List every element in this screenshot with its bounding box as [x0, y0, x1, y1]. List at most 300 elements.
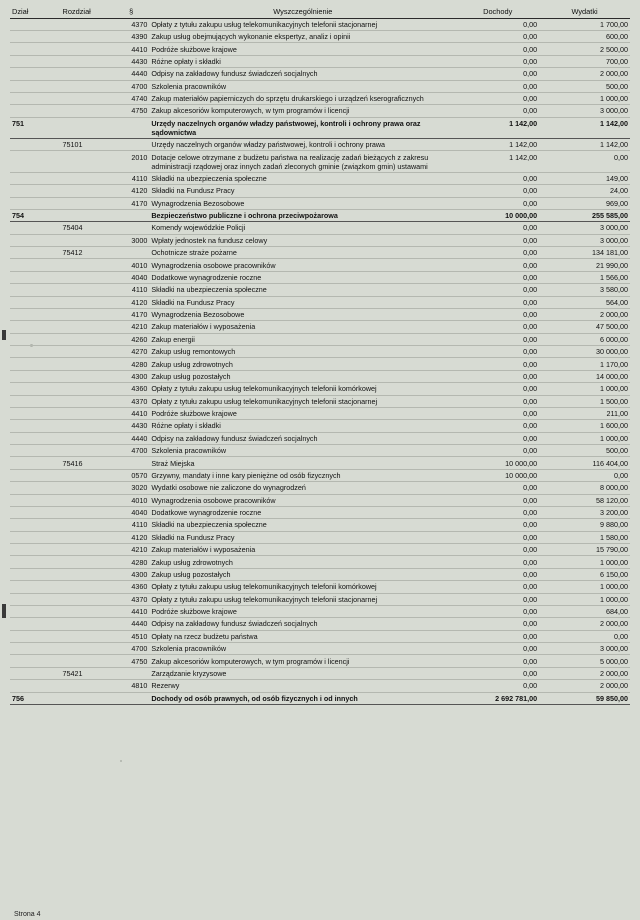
- cell-paragraf: 4280: [111, 358, 149, 370]
- cell-dochody: 0,00: [456, 420, 539, 432]
- cell-paragraf: 3000: [111, 234, 149, 246]
- cell-paragraf: [111, 222, 149, 234]
- cell-dzial: [10, 284, 60, 296]
- cell-rozdzial: [60, 494, 110, 506]
- cell-dzial: [10, 68, 60, 80]
- cell-paragraf: 4510: [111, 630, 149, 642]
- cell-rozdzial: [60, 321, 110, 333]
- table-row: [10, 680, 630, 692]
- table-row: [10, 18, 630, 30]
- cell-wydatki: 1 566,00: [539, 271, 630, 283]
- cell-dochody: 0,00: [456, 506, 539, 518]
- cell-dzial: [10, 630, 60, 642]
- table-row: [10, 308, 630, 320]
- cell-nazwa: Odpisy na zakładowy fundusz świadczeń socjalnych: [149, 618, 456, 630]
- cell-wydatki: 3 580,00: [539, 284, 630, 296]
- cell-dzial: [10, 271, 60, 283]
- cell-paragraf: 4430: [111, 55, 149, 67]
- cell-nazwa: Wynagrodzenia Bezosobowe: [149, 197, 456, 209]
- cell-dochody: 0,00: [456, 197, 539, 209]
- cell-dochody: 0,00: [456, 482, 539, 494]
- cell-wydatki: 3 000,00: [539, 234, 630, 246]
- cell-dochody: 0,00: [456, 296, 539, 308]
- cell-rozdzial: [60, 151, 110, 172]
- cell-wydatki: 1 700,00: [539, 18, 630, 30]
- cell-nazwa: Dotacje celowe otrzymane z budżetu państwa na realizację zadań bieżących z zakresu administracji rządowej oraz innych zadań zleconych gminie (związkom gmin) ustawami: [149, 151, 456, 172]
- cell-nazwa: Zakup akcesoriów komputerowych, w tym programów i licencji: [149, 105, 456, 117]
- table-row: [10, 395, 630, 407]
- cell-paragraf: 4440: [111, 68, 149, 80]
- cell-paragraf: 4210: [111, 544, 149, 556]
- cell-dochody: 0,00: [456, 618, 539, 630]
- table-row: [10, 247, 630, 259]
- cell-rozdzial: [60, 296, 110, 308]
- cell-paragraf: 4260: [111, 333, 149, 345]
- cell-dzial: [10, 197, 60, 209]
- cell-dzial: [10, 151, 60, 172]
- table-row: [10, 655, 630, 667]
- cell-rozdzial: [60, 68, 110, 80]
- cell-rozdzial: [60, 209, 110, 221]
- cell-nazwa: Opłaty z tytułu zakupu usług telekomunikacyjnych telefonii stacjonarnej: [149, 395, 456, 407]
- cell-nazwa: Składki na Fundusz Pracy: [149, 185, 456, 197]
- cell-paragraf: [111, 667, 149, 679]
- cell-wydatki: 1 600,00: [539, 420, 630, 432]
- cell-rozdzial: [60, 18, 110, 30]
- cell-nazwa: Opłaty z tytułu zakupu usług telekomunikacyjnych telefonii stacjonarnej: [149, 18, 456, 30]
- cell-dzial: 756: [10, 692, 60, 704]
- cell-paragraf: 4370: [111, 18, 149, 30]
- cell-dzial: [10, 43, 60, 55]
- cell-paragraf: 4120: [111, 531, 149, 543]
- cell-nazwa: Szkolenia pracowników: [149, 643, 456, 655]
- cell-dochody: 0,00: [456, 519, 539, 531]
- cell-wydatki: 500,00: [539, 80, 630, 92]
- cell-nazwa: Urzędy naczelnych organów władzy państwowej, kontroli i ochrony prawa: [149, 139, 456, 151]
- cell-wydatki: 30 000,00: [539, 346, 630, 358]
- table-row: [10, 55, 630, 67]
- cell-dochody: 0,00: [456, 568, 539, 580]
- cell-nazwa: Wynagrodzenia osobowe pracowników: [149, 259, 456, 271]
- cell-paragraf: 4120: [111, 185, 149, 197]
- column-header-wydatki: Wydatki: [571, 7, 598, 17]
- table-row: [10, 234, 630, 246]
- cell-dochody: 0,00: [456, 284, 539, 296]
- cell-dzial: [10, 556, 60, 568]
- cell-rozdzial: [60, 31, 110, 43]
- page-footer: Strona 4: [14, 911, 41, 918]
- table-row: [10, 457, 630, 469]
- cell-dochody: 0,00: [456, 432, 539, 444]
- scan-speck: [120, 760, 122, 762]
- cell-nazwa: Dodatkowe wynagrodzenie roczne: [149, 506, 456, 518]
- cell-dochody: 0,00: [456, 370, 539, 382]
- cell-paragraf: [111, 247, 149, 259]
- cell-dochody: 0,00: [456, 333, 539, 345]
- table-row: [10, 605, 630, 617]
- cell-wydatki: 3 000,00: [539, 643, 630, 655]
- cell-paragraf: 4430: [111, 420, 149, 432]
- cell-dochody: 0,00: [456, 43, 539, 55]
- cell-rozdzial: [60, 680, 110, 692]
- cell-dochody: 0,00: [456, 18, 539, 30]
- cell-paragraf: 4440: [111, 618, 149, 630]
- cell-paragraf: 4170: [111, 308, 149, 320]
- table-row: [10, 333, 630, 345]
- cell-wydatki: 1 000,00: [539, 593, 630, 605]
- cell-dzial: [10, 667, 60, 679]
- cell-nazwa: Szkolenia pracowników: [149, 445, 456, 457]
- cell-rozdzial: 75404: [60, 222, 110, 234]
- cell-dochody: 1 142,00: [456, 151, 539, 172]
- cell-nazwa: Opłaty z tytułu zakupu usług telekomunikacyjnych telefonii komórkowej: [149, 383, 456, 395]
- table-row: [10, 618, 630, 630]
- cell-rozdzial: [60, 358, 110, 370]
- cell-nazwa: Zakup akcesoriów komputerowych, w tym programów i licencji: [149, 655, 456, 667]
- cell-paragraf: 2010: [111, 151, 149, 172]
- table-row: [10, 519, 630, 531]
- page-edge-mark: [2, 330, 6, 340]
- cell-rozdzial: [60, 445, 110, 457]
- cell-paragraf: 4010: [111, 259, 149, 271]
- cell-nazwa: Bezpieczeństwo publiczne i ochrona przeciwpożarowa: [149, 209, 456, 221]
- cell-paragraf: 4410: [111, 407, 149, 419]
- cell-wydatki: 21 990,00: [539, 259, 630, 271]
- table-row: [10, 151, 630, 172]
- table-row: [10, 43, 630, 55]
- page-edge-mark: [2, 604, 6, 618]
- cell-paragraf: [111, 139, 149, 151]
- table-row: [10, 630, 630, 642]
- cell-rozdzial: [60, 185, 110, 197]
- cell-rozdzial: [60, 482, 110, 494]
- cell-dochody: 0,00: [456, 358, 539, 370]
- cell-wydatki: 3 000,00: [539, 222, 630, 234]
- cell-dochody: 0,00: [456, 556, 539, 568]
- cell-dzial: [10, 105, 60, 117]
- cell-wydatki: 211,00: [539, 407, 630, 419]
- cell-paragraf: 4120: [111, 296, 149, 308]
- cell-nazwa: Wynagrodzenia osobowe pracowników: [149, 494, 456, 506]
- cell-dochody: 0,00: [456, 259, 539, 271]
- cell-dochody: 10 000,00: [456, 457, 539, 469]
- cell-paragraf: 3020: [111, 482, 149, 494]
- cell-rozdzial: [60, 407, 110, 419]
- table-row: [10, 321, 630, 333]
- cell-paragraf: 4370: [111, 395, 149, 407]
- cell-nazwa: Różne opłaty i składki: [149, 420, 456, 432]
- cell-nazwa: Zakup usług zdrowotnych: [149, 358, 456, 370]
- table-row: [10, 197, 630, 209]
- table-row: [10, 506, 630, 518]
- cell-dzial: [10, 383, 60, 395]
- cell-nazwa: Odpisy na zakładowy fundusz świadczeń socjalnych: [149, 68, 456, 80]
- cell-rozdzial: [60, 117, 110, 138]
- column-header-wyszczegolnienie: Wyszczególnienie: [273, 7, 333, 17]
- cell-nazwa: Szkolenia pracowników: [149, 80, 456, 92]
- table-row: [10, 370, 630, 382]
- cell-rozdzial: [60, 308, 110, 320]
- table-row: [10, 222, 630, 234]
- cell-wydatki: 500,00: [539, 445, 630, 457]
- cell-dzial: [10, 568, 60, 580]
- cell-dzial: [10, 482, 60, 494]
- cell-rozdzial: [60, 469, 110, 481]
- cell-rozdzial: [60, 395, 110, 407]
- table-row: [10, 445, 630, 457]
- cell-nazwa: Komendy wojewódzkie Policji: [149, 222, 456, 234]
- cell-paragraf: 4170: [111, 197, 149, 209]
- cell-dzial: [10, 358, 60, 370]
- cell-paragraf: [111, 692, 149, 704]
- cell-nazwa: Zakup materiałów papierniczych do sprzętu drukarskiego i urządzeń kserograficznych: [149, 92, 456, 104]
- cell-paragraf: [111, 457, 149, 469]
- cell-dzial: [10, 370, 60, 382]
- cell-dzial: [10, 308, 60, 320]
- cell-dzial: [10, 643, 60, 655]
- cell-dochody: 0,00: [456, 643, 539, 655]
- cell-wydatki: 1 000,00: [539, 92, 630, 104]
- cell-paragraf: 4740: [111, 92, 149, 104]
- cell-dochody: 0,00: [456, 445, 539, 457]
- cell-paragraf: 4210: [111, 321, 149, 333]
- cell-dochody: 0,00: [456, 593, 539, 605]
- cell-dzial: [10, 519, 60, 531]
- cell-rozdzial: [60, 172, 110, 184]
- cell-paragraf: 4360: [111, 383, 149, 395]
- cell-dzial: [10, 445, 60, 457]
- table-row: [10, 139, 630, 151]
- cell-dochody: 0,00: [456, 185, 539, 197]
- cell-dochody: 0,00: [456, 531, 539, 543]
- cell-wydatki: 0,00: [539, 630, 630, 642]
- cell-paragraf: 4110: [111, 172, 149, 184]
- cell-rozdzial: 75421: [60, 667, 110, 679]
- cell-nazwa: Zakup usług remontowych: [149, 346, 456, 358]
- cell-paragraf: 0570: [111, 469, 149, 481]
- cell-rozdzial: 75416: [60, 457, 110, 469]
- cell-dochody: 0,00: [456, 581, 539, 593]
- cell-paragraf: 4700: [111, 445, 149, 457]
- cell-wydatki: 1 170,00: [539, 358, 630, 370]
- cell-rozdzial: [60, 43, 110, 55]
- cell-wydatki: 2 000,00: [539, 618, 630, 630]
- cell-dzial: [10, 680, 60, 692]
- cell-dochody: 1 142,00: [456, 139, 539, 151]
- cell-paragraf: 4110: [111, 284, 149, 296]
- table-row: [10, 544, 630, 556]
- cell-wydatki: 149,00: [539, 172, 630, 184]
- cell-dochody: 0,00: [456, 68, 539, 80]
- cell-rozdzial: [60, 692, 110, 704]
- cell-wydatki: 1 000,00: [539, 581, 630, 593]
- cell-wydatki: 0,00: [539, 151, 630, 172]
- cell-wydatki: 2 500,00: [539, 43, 630, 55]
- cell-wydatki: 3 200,00: [539, 506, 630, 518]
- table-row: [10, 346, 630, 358]
- cell-paragraf: 4110: [111, 519, 149, 531]
- column-header-paragraf: §: [129, 7, 134, 17]
- cell-dzial: [10, 247, 60, 259]
- cell-dochody: 0,00: [456, 407, 539, 419]
- cell-dzial: [10, 80, 60, 92]
- cell-paragraf: [111, 117, 149, 138]
- table-row: [10, 643, 630, 655]
- cell-dochody: 0,00: [456, 605, 539, 617]
- cell-rozdzial: [60, 259, 110, 271]
- table-row: [10, 482, 630, 494]
- cell-dzial: [10, 655, 60, 667]
- cell-paragraf: [111, 209, 149, 221]
- cell-dzial: [10, 31, 60, 43]
- cell-dzial: [10, 139, 60, 151]
- cell-dzial: [10, 469, 60, 481]
- cell-dochody: 0,00: [456, 172, 539, 184]
- cell-rozdzial: [60, 55, 110, 67]
- cell-wydatki: 6 000,00: [539, 333, 630, 345]
- cell-dzial: [10, 172, 60, 184]
- budget-table: [10, 6, 630, 705]
- cell-dzial: [10, 321, 60, 333]
- cell-nazwa: Zakup materiałów i wyposażenia: [149, 544, 456, 556]
- table-row: [10, 31, 630, 43]
- cell-wydatki: 116 404,00: [539, 457, 630, 469]
- table-row: [10, 296, 630, 308]
- cell-wydatki: 700,00: [539, 55, 630, 67]
- cell-wydatki: 3 000,00: [539, 105, 630, 117]
- cell-dzial: [10, 92, 60, 104]
- cell-nazwa: Podróże służbowe krajowe: [149, 407, 456, 419]
- table-header: [10, 6, 630, 18]
- cell-wydatki: 1 142,00: [539, 139, 630, 151]
- cell-nazwa: Odpisy na zakładowy fundusz świadczeń socjalnych: [149, 432, 456, 444]
- cell-dochody: 0,00: [456, 308, 539, 320]
- table-row: [10, 259, 630, 271]
- cell-paragraf: 4410: [111, 43, 149, 55]
- cell-nazwa: Podróże służbowe krajowe: [149, 605, 456, 617]
- cell-paragraf: 4360: [111, 581, 149, 593]
- cell-paragraf: 4390: [111, 31, 149, 43]
- table-row: [10, 172, 630, 184]
- cell-paragraf: 4040: [111, 506, 149, 518]
- cell-nazwa: Zakup usług zdrowotnych: [149, 556, 456, 568]
- cell-rozdzial: [60, 284, 110, 296]
- cell-rozdzial: [60, 556, 110, 568]
- cell-dzial: [10, 618, 60, 630]
- table-row: [10, 593, 630, 605]
- cell-nazwa: Zakup materiałów i wyposażenia: [149, 321, 456, 333]
- cell-wydatki: 564,00: [539, 296, 630, 308]
- cell-dochody: 10 000,00: [456, 209, 539, 221]
- cell-wydatki: 14 000,00: [539, 370, 630, 382]
- cell-dzial: [10, 581, 60, 593]
- cell-wydatki: 15 790,00: [539, 544, 630, 556]
- cell-rozdzial: 75412: [60, 247, 110, 259]
- cell-dzial: [10, 531, 60, 543]
- cell-dochody: 1 142,00: [456, 117, 539, 138]
- cell-dzial: [10, 296, 60, 308]
- column-header-dzial: Dział: [12, 7, 29, 17]
- cell-rozdzial: [60, 605, 110, 617]
- cell-paragraf: 4700: [111, 80, 149, 92]
- table-row: [10, 284, 630, 296]
- cell-dochody: 0,00: [456, 544, 539, 556]
- cell-nazwa: Zakup energii: [149, 333, 456, 345]
- cell-wydatki: 969,00: [539, 197, 630, 209]
- cell-rozdzial: [60, 80, 110, 92]
- cell-dzial: [10, 544, 60, 556]
- cell-nazwa: Rezerwy: [149, 680, 456, 692]
- cell-wydatki: 2 000,00: [539, 667, 630, 679]
- cell-paragraf: 4750: [111, 105, 149, 117]
- cell-dochody: 0,00: [456, 271, 539, 283]
- cell-nazwa: Opłaty z tytułu zakupu usług telekomunikacyjnych telefonii komórkowej: [149, 581, 456, 593]
- cell-dochody: 10 000,00: [456, 469, 539, 481]
- table-row: [10, 581, 630, 593]
- cell-dzial: [10, 593, 60, 605]
- cell-rozdzial: [60, 519, 110, 531]
- cell-nazwa: Zakup usług pozostałych: [149, 370, 456, 382]
- cell-paragraf: 4440: [111, 432, 149, 444]
- cell-wydatki: 8 000,00: [539, 482, 630, 494]
- cell-wydatki: 0,00: [539, 469, 630, 481]
- cell-dochody: 0,00: [456, 494, 539, 506]
- cell-nazwa: Wynagrodzenia Bezosobowe: [149, 308, 456, 320]
- cell-dochody: 0,00: [456, 680, 539, 692]
- cell-paragraf: 4370: [111, 593, 149, 605]
- cell-dochody: 0,00: [456, 80, 539, 92]
- cell-wydatki: 5 000,00: [539, 655, 630, 667]
- table-row: [10, 358, 630, 370]
- table-row: [10, 68, 630, 80]
- cell-nazwa: Zakup usług obejmujących wykonanie ekspertyz, analiz i opinii: [149, 31, 456, 43]
- cell-rozdzial: [60, 271, 110, 283]
- cell-nazwa: Dochody od osób prawnych, od osób fizycznych i od innych: [149, 692, 456, 704]
- cell-wydatki: 134 181,00: [539, 247, 630, 259]
- cell-nazwa: Straż Miejska: [149, 457, 456, 469]
- cell-nazwa: Wpłaty jednostek na fundusz celowy: [149, 234, 456, 246]
- cell-rozdzial: [60, 432, 110, 444]
- cell-rozdzial: [60, 370, 110, 382]
- cell-paragraf: 4270: [111, 346, 149, 358]
- column-header-dochody: Dochody: [483, 7, 513, 17]
- cell-dzial: 754: [10, 209, 60, 221]
- cell-paragraf: 4010: [111, 494, 149, 506]
- cell-dochody: 0,00: [456, 31, 539, 43]
- cell-paragraf: 4700: [111, 643, 149, 655]
- cell-wydatki: 47 500,00: [539, 321, 630, 333]
- cell-rozdzial: [60, 630, 110, 642]
- cell-dochody: 0,00: [456, 105, 539, 117]
- table-row: [10, 271, 630, 283]
- cell-dochody: 0,00: [456, 383, 539, 395]
- cell-rozdzial: [60, 105, 110, 117]
- cell-rozdzial: [60, 593, 110, 605]
- cell-nazwa: Wydatki osobowe nie zaliczone do wynagrodzeń: [149, 482, 456, 494]
- cell-nazwa: Składki na Fundusz Pracy: [149, 531, 456, 543]
- cell-dochody: 0,00: [456, 247, 539, 259]
- table-row: [10, 568, 630, 580]
- cell-dochody: 0,00: [456, 92, 539, 104]
- table-body: [10, 18, 630, 704]
- cell-wydatki: 2 000,00: [539, 680, 630, 692]
- cell-paragraf: 4280: [111, 556, 149, 568]
- cell-wydatki: 1 580,00: [539, 531, 630, 543]
- cell-paragraf: 4040: [111, 271, 149, 283]
- cell-dzial: [10, 605, 60, 617]
- cell-dochody: 0,00: [456, 55, 539, 67]
- cell-dzial: [10, 420, 60, 432]
